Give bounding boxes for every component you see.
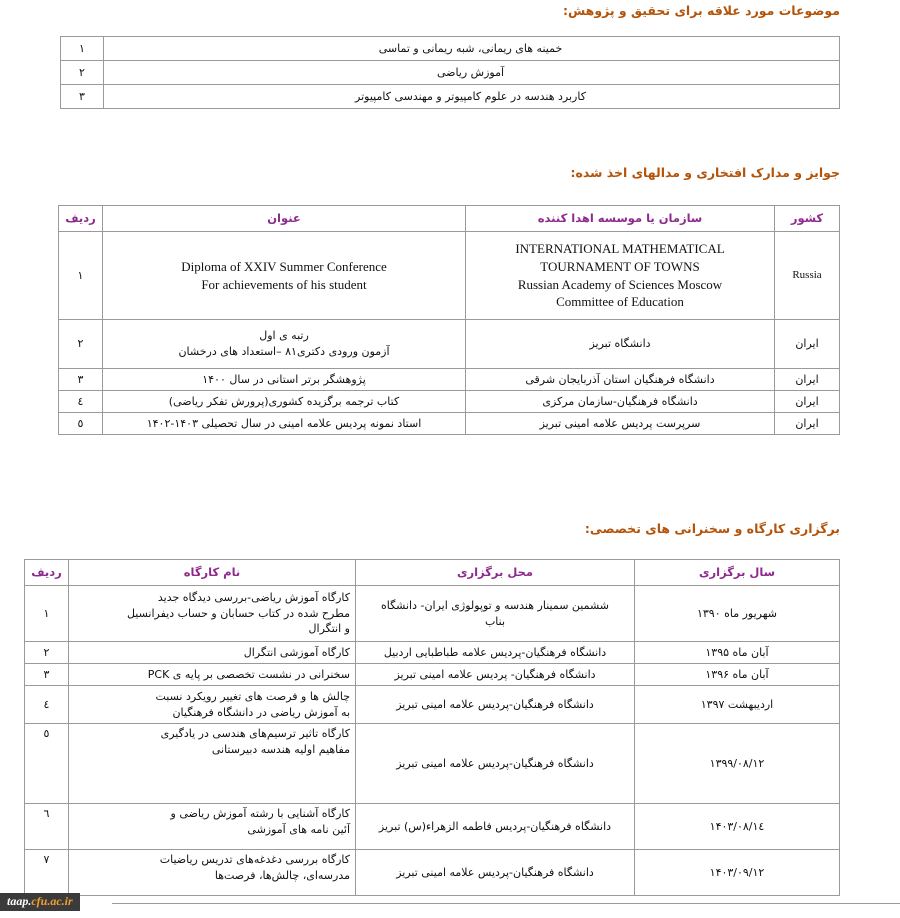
award-title: استاد نمونه پردیس علامه امینی در سال تحصیلی ۱۴۰۳-۱۴۰۲ — [103, 413, 466, 435]
award-title-line: آزمون ورودی دکتری۸۱ –استعداد های درخشان — [178, 345, 390, 358]
header-place: محل برگزاری — [356, 560, 635, 586]
workshop-place: دانشگاه فرهنگیان-پردیس علامه طباطبایی اردبیل — [356, 642, 635, 664]
award-org-line: INTERNATIONAL MATHEMATICAL — [515, 241, 725, 257]
interest-index: ١ — [61, 37, 104, 61]
workshop-name-line: کارگاه بررسی دغدغه‌های تدریس ریاضیات — [159, 853, 350, 866]
header-index: ردیف — [59, 206, 103, 232]
award-country: ایران — [775, 320, 840, 369]
table-row — [61, 61, 840, 85]
table-row — [59, 391, 840, 413]
workshop-name-line: کارگاه آشنایی با رشته آموزش ریاضی و — [170, 807, 350, 820]
header-title: عنوان — [103, 206, 466, 232]
award-org-line: Committee of Education — [556, 294, 684, 310]
watermark-prefix: taap. — [7, 894, 32, 908]
workshop-index: ٥ — [25, 724, 69, 804]
interest-subject: کاربرد هندسه در علوم کامپیوتر و مهندسی کامپیوتر — [104, 85, 840, 109]
table-row — [59, 232, 840, 320]
table-row — [61, 37, 840, 61]
awards-table — [58, 205, 840, 435]
table-header-row — [59, 206, 840, 232]
interests-table — [60, 36, 840, 109]
table-row — [59, 413, 840, 435]
award-title: کتاب ترجمه برگزیده کشوری(پرورش تفکر ریاضی) — [103, 391, 466, 413]
workshop-year: آبان ماه ۱۳۹۵ — [635, 642, 840, 664]
award-organization: دانشگاه فرهنگیان-سازمان مرکزی — [466, 391, 775, 413]
award-index: ٣ — [59, 369, 103, 391]
workshop-name-line: آئین نامه های آموزشی — [247, 822, 350, 836]
workshops-table — [24, 559, 840, 896]
award-title — [103, 320, 466, 369]
workshop-name-line: کارگاه تاثیر ترسیم‌های هندسی در یادگیری — [160, 727, 350, 740]
table-row — [25, 586, 840, 642]
header-index: ردیف — [25, 560, 69, 586]
workshop-place: دانشگاه فرهنگیان-پردیس علامه امینی تبریز — [356, 686, 635, 724]
header-organization: سازمان یا موسسه اهدا کننده — [466, 206, 775, 232]
workshop-name — [69, 586, 356, 642]
interest-index: ٢ — [61, 61, 104, 85]
workshop-name-line: به آموزش ریاضی در دانشگاه فرهنگیان — [172, 705, 350, 719]
workshop-index: ٣ — [25, 664, 69, 686]
workshop-name-line: مدرسه‌ای، چالش‌ها، فرصت‌ها — [214, 868, 350, 882]
award-title — [103, 232, 466, 320]
workshop-place-line: ششمین سمینار هندسه و توپولوژی ایران- دانشگاه — [380, 598, 609, 612]
award-index: ١ — [59, 232, 103, 320]
award-organization: دانشگاه فرهنگیان استان آذربایجان شرقی — [466, 369, 775, 391]
award-country: ایران — [775, 413, 840, 435]
workshop-name: سخنرانی در نشست تخصصی بر پایه ی PCK — [69, 664, 356, 686]
award-index: ٢ — [59, 320, 103, 369]
workshop-name-line: و انتگرال — [308, 622, 350, 636]
workshop-index: ٦ — [25, 804, 69, 850]
award-index: ٤ — [59, 391, 103, 413]
award-org-line: TOURNAMENT OF TOWNS — [540, 258, 700, 274]
interest-index: ٣ — [61, 85, 104, 109]
award-org-line: Russian Academy of Sciences Moscow — [517, 276, 723, 292]
award-title-line: رتبه ی اول — [259, 329, 309, 343]
workshop-index: ٢ — [25, 642, 69, 664]
header-year: سال برگزاری — [635, 560, 840, 586]
section-title-interests: موضوعات مورد علاقه برای تحقیق و پژوهش: — [562, 3, 840, 18]
award-country: Russia — [775, 232, 840, 320]
table-row — [25, 724, 840, 804]
award-organization: سرپرست پردیس علامه امینی تبریز — [466, 413, 775, 435]
workshop-place: دانشگاه فرهنگیان-پردیس علامه امینی تبریز — [356, 724, 635, 804]
workshop-name-line: چالش ها و فرصت های تغییر رویکرد نسبت — [155, 689, 350, 703]
workshop-year: ۱۴۰۳/۰۹/۱۲ — [635, 850, 840, 896]
table-row — [25, 850, 840, 896]
workshop-place: دانشگاه فرهنگیان-پردیس علامه امینی تبریز — [356, 850, 635, 896]
section-title-awards: جوایز و مدارک افتخاری و مدالهای اخذ شده: — [570, 165, 840, 180]
award-title: پژوهشگر برتر استانی در سال ۱۴۰۰ — [103, 369, 466, 391]
workshop-name — [69, 804, 356, 850]
award-title-line: Diploma of XXIV Summer Conference — [181, 258, 387, 274]
workshop-year: ۱۴۰۳/۰۸/۱٤ — [635, 804, 840, 850]
workshop-year: شهریور ماه ۱۳۹۰ — [635, 586, 840, 642]
workshop-name — [69, 850, 356, 896]
workshop-place-line: بناب — [484, 614, 506, 628]
header-country: کشور — [775, 206, 840, 232]
footer-rule — [112, 903, 900, 904]
workshop-index: ٤ — [25, 686, 69, 724]
workshop-place: دانشگاه فرهنگیان- پردیس علامه امینی تبریز — [356, 664, 635, 686]
section-title-workshops: برگزاری کارگاه و سخنرانی های تخصصی: — [584, 521, 840, 536]
table-row — [25, 664, 840, 686]
workshop-year: ۱۳۹۹/۰۸/۱۲ — [635, 724, 840, 804]
table-row — [61, 85, 840, 109]
workshop-name — [69, 724, 356, 804]
workshop-place: دانشگاه فرهنگیان-پردیس فاطمه الزهراء(س) تبریز — [356, 804, 635, 850]
site-watermark — [0, 893, 80, 911]
award-organization — [466, 232, 775, 320]
workshop-name: کارگاه آموزشی انتگرال — [69, 642, 356, 664]
table-row — [25, 642, 840, 664]
workshop-index: ٧ — [25, 850, 69, 896]
workshop-name-line: مطرح شده در کتاب حسابان و حساب دیفرانسیل — [126, 606, 350, 620]
workshop-name-line: مفاهیم اولیه هندسه دبیرستانی — [211, 742, 350, 756]
workshop-name-line: کارگاه آموزش ریاضی-بررسی دیدگاه جدید — [157, 590, 350, 604]
workshop-year: آبان ماه ۱۳۹۶ — [635, 664, 840, 686]
award-country: ایران — [775, 369, 840, 391]
award-index: ٥ — [59, 413, 103, 435]
table-row — [59, 320, 840, 369]
table-row — [59, 369, 840, 391]
interest-subject: آموزش ریاضی — [104, 61, 840, 85]
watermark-domain: cfu.ac.ir — [31, 894, 73, 908]
workshop-place — [356, 586, 635, 642]
table-row — [25, 686, 840, 724]
header-workshop-name: نام کارگاه — [69, 560, 356, 586]
workshop-year: اردیبهشت ۱۳۹۷ — [635, 686, 840, 724]
workshop-index: ١ — [25, 586, 69, 642]
award-title-line: For achievements of his student — [201, 276, 367, 292]
workshop-name — [69, 686, 356, 724]
award-organization: دانشگاه تبریز — [466, 320, 775, 369]
table-header-row — [25, 560, 840, 586]
interest-subject: خمینه های ریمانی، شبه ریمانی و تماسی — [104, 37, 840, 61]
table-row — [25, 804, 840, 850]
award-country: ایران — [775, 391, 840, 413]
